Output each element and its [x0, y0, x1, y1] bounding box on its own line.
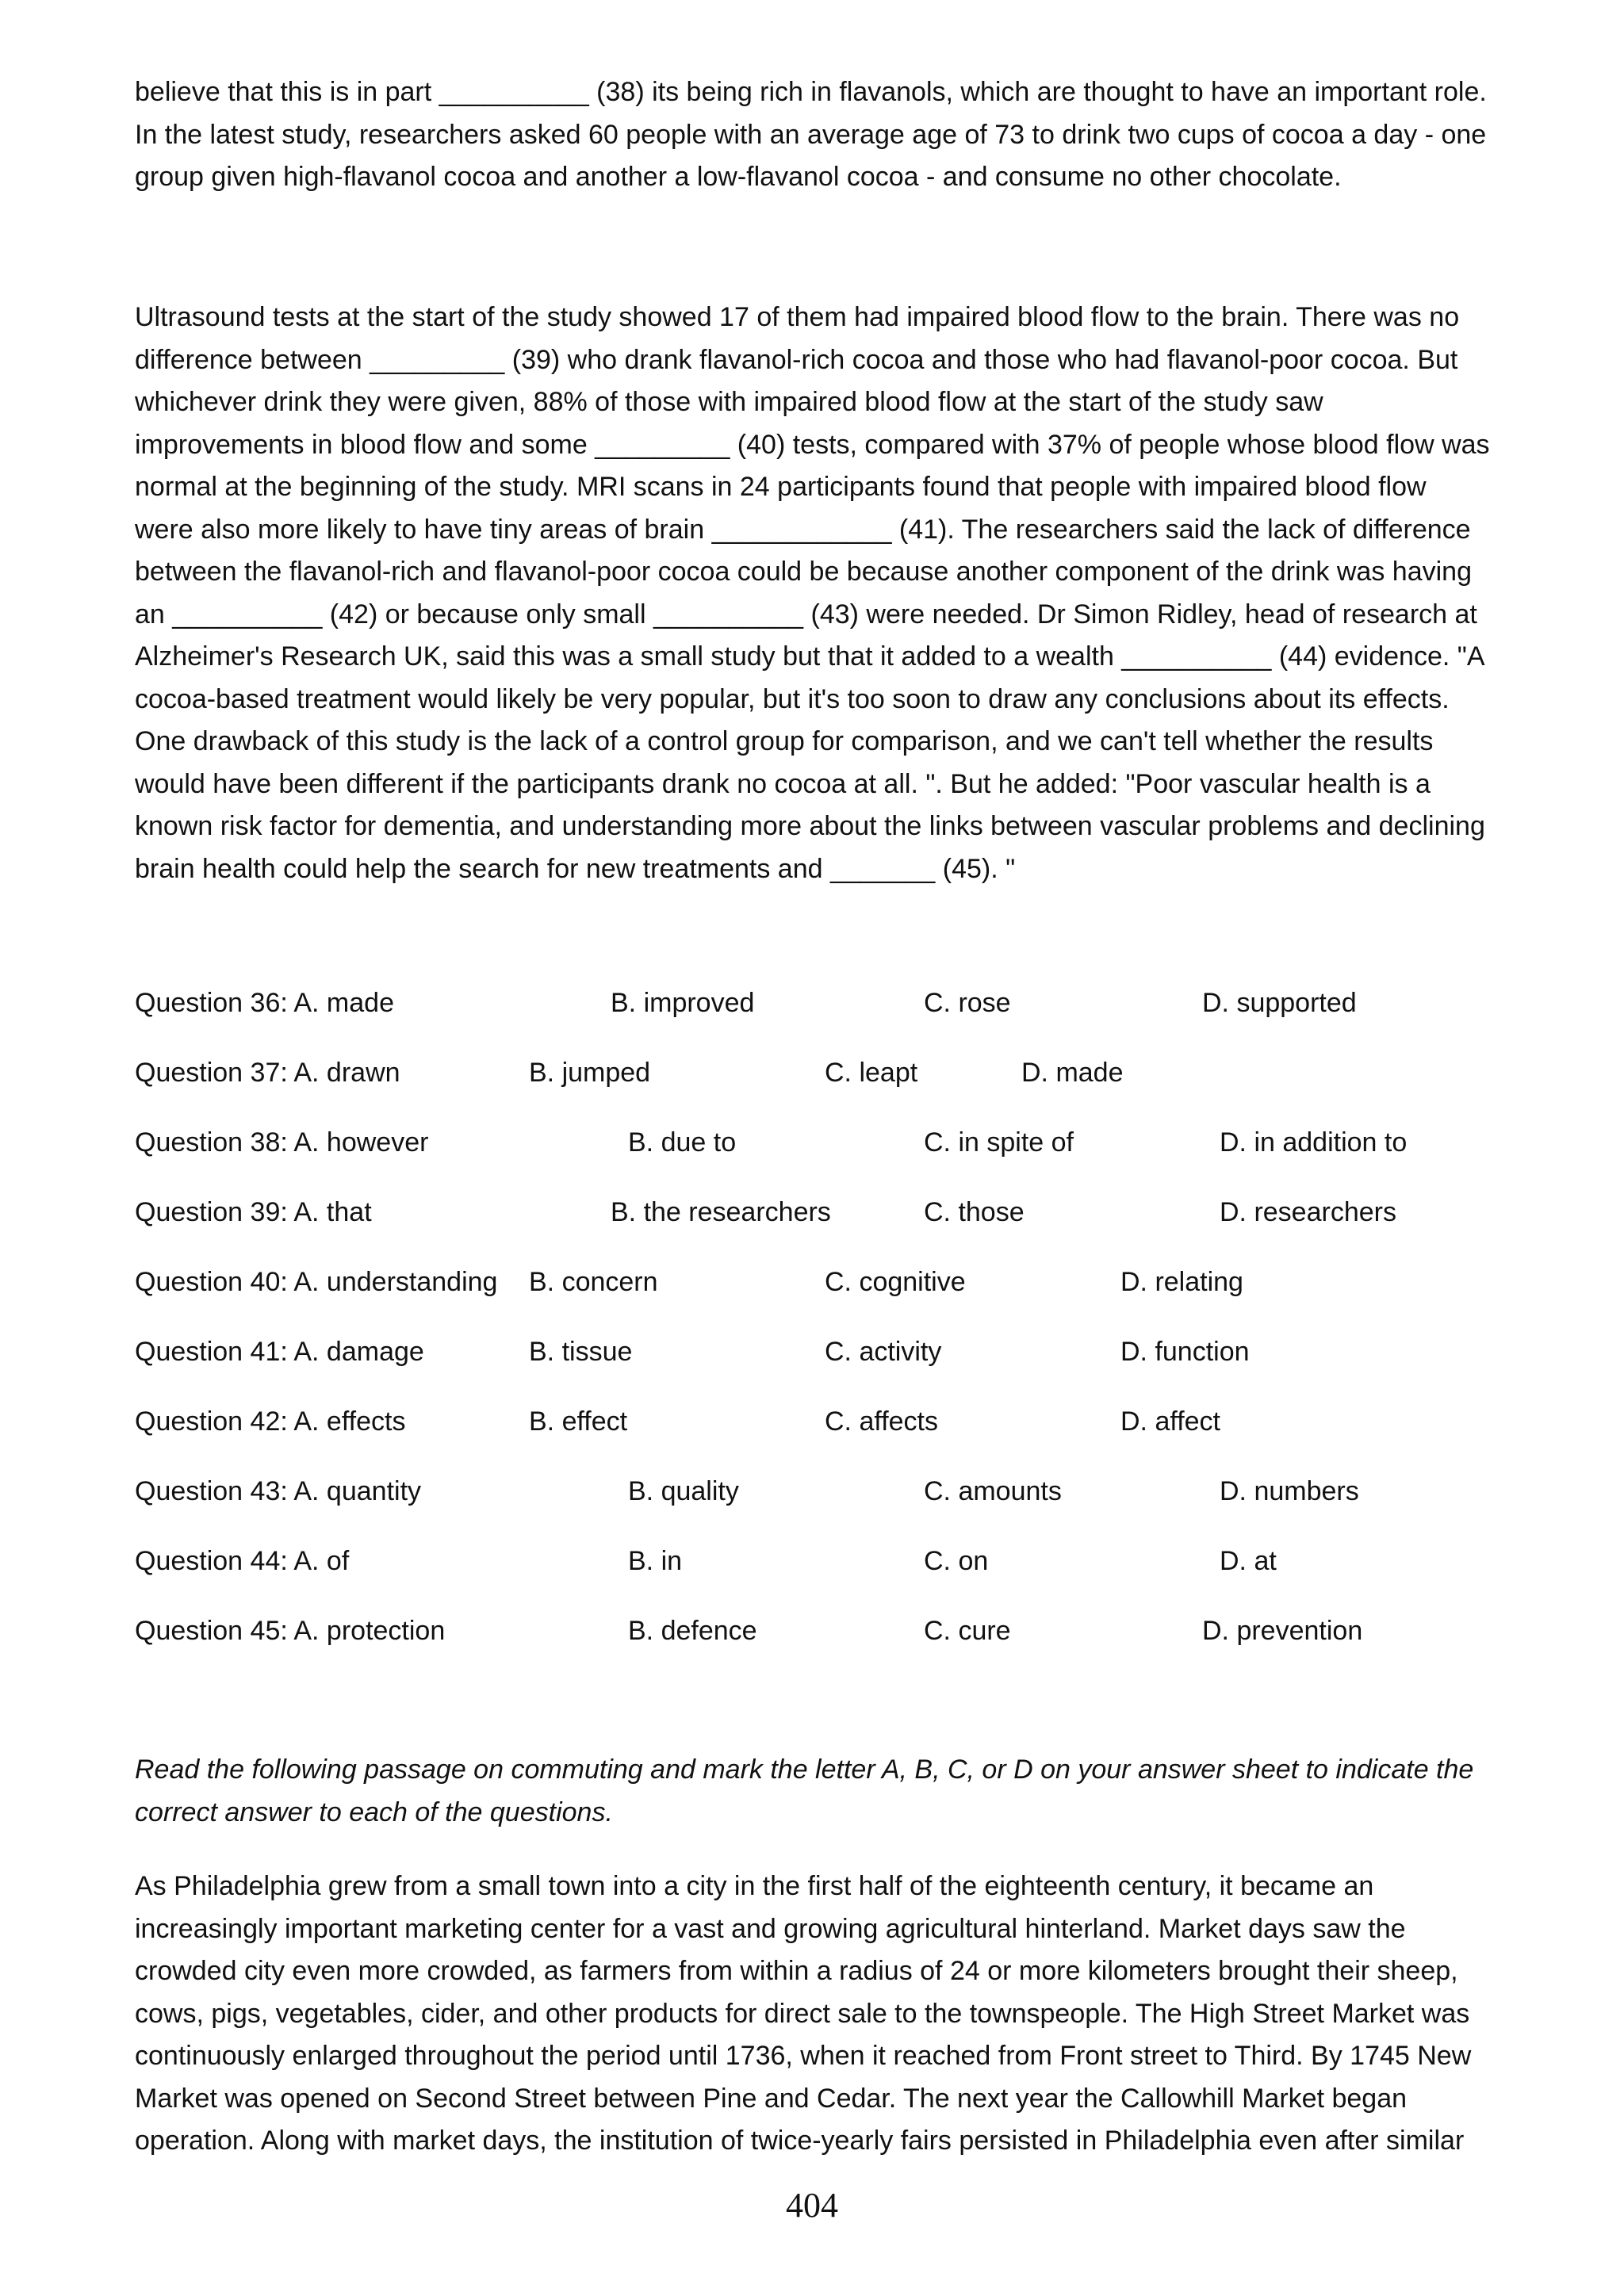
text-line: crowded city even more crowded, as farmers from within a radius of 24 or more kilometers brought their sheep,	[135, 1956, 1458, 1986]
question-row	[135, 1192, 1546, 1232]
question-option-c: C. on	[924, 1546, 989, 1576]
text-line: an __________ (42) or because only small __________ (43) were needed. Dr Simon Ridley, head of research at	[135, 599, 1477, 629]
text-line: difference between _________ (39) who drank flavanol-rich cocoa and those who had flavanol-poor cocoa. But	[135, 344, 1458, 375]
question-row	[135, 983, 1546, 1023]
question-option-b: B. concern	[529, 1267, 658, 1297]
question-row	[135, 1471, 1546, 1511]
question-row	[135, 1053, 1546, 1093]
question-option-b: B. quality	[628, 1476, 739, 1506]
question-option-a: Question 43: A. quantity	[135, 1476, 422, 1506]
question-option-d: D. researchers	[1220, 1197, 1396, 1227]
question-option-b: B. in	[628, 1546, 683, 1576]
question-option-a: Question 42: A. effects	[135, 1406, 406, 1437]
text-line: operation. Along with market days, the institution of twice-yearly fairs persisted in Philadelphia even after similar	[135, 2126, 1465, 2156]
question-option-a: Question 36: A. made	[135, 988, 394, 1018]
question-option-a: Question 41: A. damage	[135, 1337, 424, 1367]
question-option-b: B. the researchers	[611, 1197, 831, 1227]
text-line: cocoa-based treatment would likely be very popular, but it's too soon to draw any conclusions about its effects.	[135, 683, 1450, 714]
question-row	[135, 1611, 1546, 1651]
question-row	[135, 1123, 1546, 1162]
text-line: cows, pigs, vegetables, cider, and other products for direct sale to the townspeople. The High Street Market was	[135, 1998, 1470, 2029]
passage-cocoa-study	[135, 297, 1546, 890]
question-option-d: D. supported	[1202, 988, 1357, 1018]
question-option-c: C. affects	[825, 1406, 938, 1437]
question-option-d: D. at	[1220, 1546, 1277, 1576]
question-option-a: Question 39: A. that	[135, 1197, 372, 1227]
text-line: Ultrasound tests at the start of the study showed 17 of them had impaired blood flow to the brain. There was no	[135, 302, 1460, 332]
text-line: believe that this is in part __________ (38) its being rich in flavanols, which are thought to have an important role.	[135, 77, 1487, 107]
instruction	[135, 1749, 1546, 1834]
question-option-b: B. defence	[628, 1616, 757, 1646]
text-line: brain health could help the search for new treatments and _______ (45). "	[135, 853, 1016, 884]
question-option-c: C. in spite of	[924, 1127, 1074, 1158]
question-option-c: C. cognitive	[825, 1267, 966, 1297]
text-line: group given high-flavanol cocoa and another a low-flavanol cocoa - and consume no other chocolate.	[135, 162, 1342, 192]
text-line: improvements in blood flow and some _________ (40) tests, compared with 37% of people whose blood flow was	[135, 429, 1490, 460]
question-option-d: D. function	[1120, 1337, 1250, 1367]
question-option-a: Question 45: A. protection	[135, 1616, 446, 1646]
passage-top	[135, 71, 1546, 199]
question-option-c: C. activity	[825, 1337, 942, 1367]
question-row	[135, 1541, 1546, 1581]
text-line: One drawback of this study is the lack of a control group for comparison, and we can't tell whether the results	[135, 726, 1434, 756]
question-option-b: B. jumped	[529, 1058, 651, 1088]
question-option-d: D. made	[1021, 1058, 1124, 1088]
question-option-a: Question 40: A. understanding	[135, 1267, 498, 1297]
text-line: whichever drink they were given, 88% of those with impaired blood flow at the start of the study saw	[135, 387, 1323, 417]
text-line: continuously enlarged throughout the period until 1736, when it reached from Front street to Third. By 1745 New	[135, 2041, 1472, 2071]
text-line: Alzheimer's Research UK, said this was a small study but that it added to a wealth __________ (44) evidence. "A	[135, 641, 1485, 672]
question-row	[135, 1262, 1546, 1302]
question-option-d: D. affect	[1120, 1406, 1220, 1437]
question-option-c: C. cure	[924, 1616, 1011, 1646]
page-number: 404	[786, 2186, 838, 2225]
passage-philadelphia	[135, 1866, 1546, 2163]
text-line: were also more likely to have tiny areas of brain ____________ (41). The researchers said the lack of difference	[135, 514, 1471, 545]
question-option-a: Question 38: A. however	[135, 1127, 429, 1158]
text-line: normal at the beginning of the study. MRI scans in 24 participants found that people with impaired blood flow	[135, 472, 1427, 502]
question-option-a: Question 37: A. drawn	[135, 1058, 400, 1088]
question-option-d: D. in addition to	[1220, 1127, 1408, 1158]
question-option-c: C. those	[924, 1197, 1025, 1227]
question-option-d: D. numbers	[1220, 1476, 1359, 1506]
question-option-b: B. improved	[611, 988, 755, 1018]
text-line: known risk factor for dementia, and understanding more about the links between vascular problems and declining	[135, 811, 1485, 841]
question-option-b: B. due to	[628, 1127, 737, 1158]
question-option-d: D. relating	[1120, 1267, 1243, 1297]
text-line: In the latest study, researchers asked 60 people with an average age of 73 to drink two cups of cocoa a day - one	[135, 119, 1487, 150]
question-option-a: Question 44: A. of	[135, 1546, 350, 1576]
question-option-c: C. amounts	[924, 1476, 1062, 1506]
question-option-c: C. rose	[924, 988, 1011, 1018]
text-line: correct answer to each of the questions.	[135, 1797, 613, 1827]
question-option-c: C. leapt	[825, 1058, 918, 1088]
question-row	[135, 1402, 1546, 1441]
question-option-b: B. effect	[529, 1406, 628, 1437]
question-option-d: D. prevention	[1202, 1616, 1363, 1646]
text-line: Read the following passage on commuting and mark the letter A, B, C, or D on your answer sheet to indicate the	[135, 1755, 1474, 1785]
text-line: increasingly important marketing center for a vast and growing agricultural hinterland. Market days saw the	[135, 1913, 1406, 1944]
text-line: Market was opened on Second Street between Pine and Cedar. The next year the Callowhill Market began	[135, 2083, 1408, 2114]
text-line: As Philadelphia grew from a small town into a city in the first half of the eighteenth century, it became an	[135, 1871, 1374, 1901]
text-line: would have been different if the participants drank no cocoa at all. ". But he added: "Poor vascular health is a	[135, 768, 1431, 799]
text-line: between the flavanol-rich and flavanol-poor cocoa could be because another component of the drink was having	[135, 557, 1472, 587]
question-option-b: B. tissue	[529, 1337, 633, 1367]
question-row	[135, 1332, 1546, 1372]
